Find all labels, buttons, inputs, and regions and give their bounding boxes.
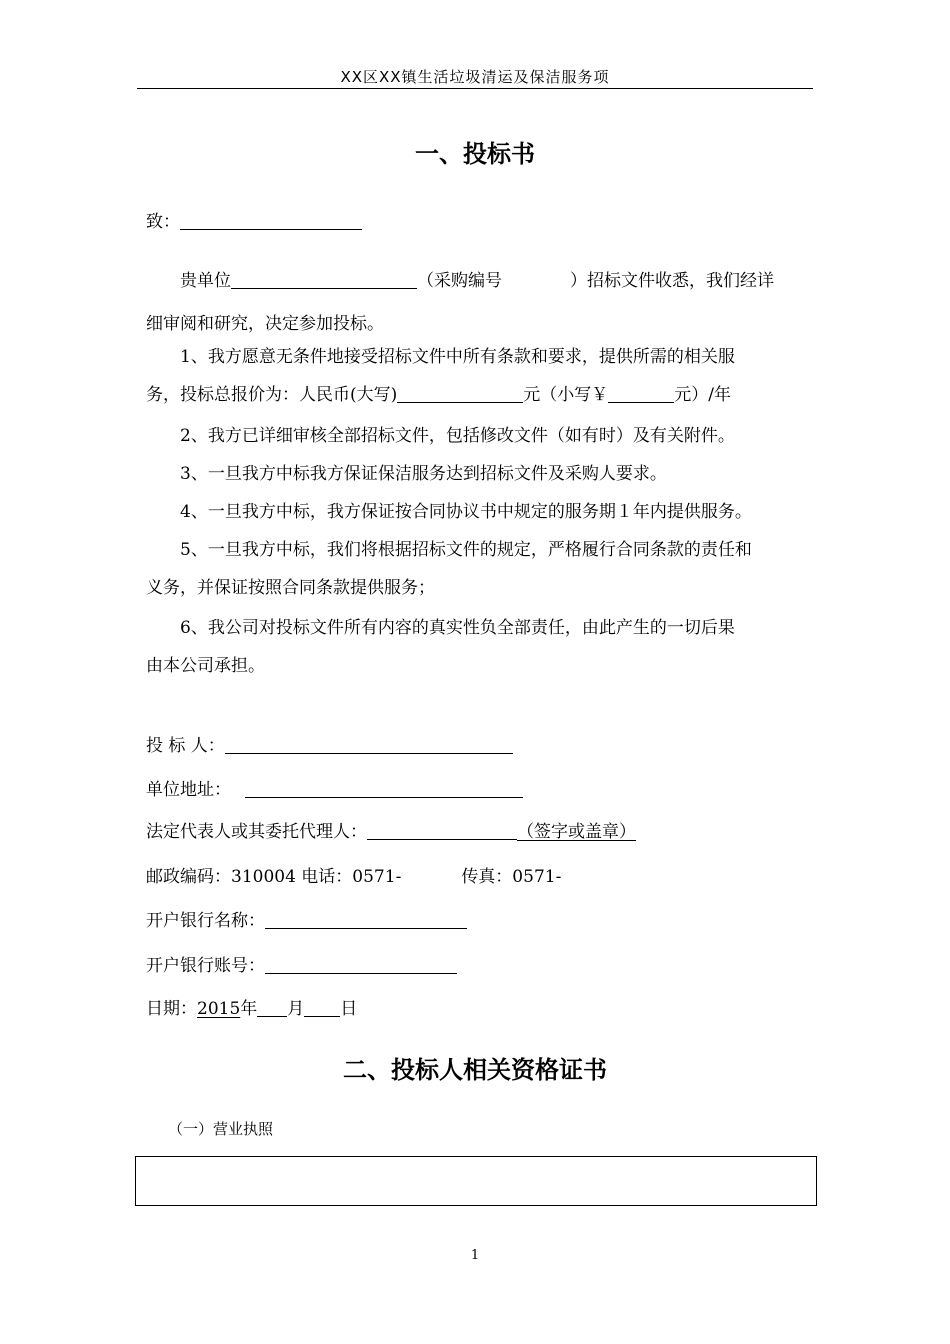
bank-account-line — [146, 954, 457, 978]
sign-note: （签字或盖章） — [517, 822, 636, 842]
section-title-qualifications: 二、投标人相关资格证书 — [343, 1056, 607, 1084]
bank-account-label: 开户银行账号： — [146, 956, 265, 976]
day-blank — [304, 998, 340, 1017]
intro-text-b: （采购编号 — [417, 271, 502, 291]
representative-line — [146, 820, 636, 844]
business-license-box — [135, 1156, 817, 1206]
page-number: 1 — [470, 1248, 480, 1263]
item-3: 3、一旦我方中标我方保证保洁服务达到招标文件及采购人要求。 — [180, 464, 667, 484]
bank-name-line — [146, 909, 467, 933]
contact-line — [146, 865, 561, 889]
price-words-blank — [397, 384, 523, 403]
page-header: XX区XX镇生活垃圾清运及保洁服务项 — [340, 68, 610, 86]
item-2: 2、我方已详细审核全部招标文件，包括修改文件（如有时）及有关附件。 — [180, 426, 735, 446]
bidder-label: 投 标 人： — [146, 736, 225, 756]
addressee-blank — [180, 211, 362, 230]
addressee-line — [146, 210, 362, 234]
bidder-line — [146, 734, 513, 758]
unit-blank — [231, 270, 417, 289]
item-5-line-1: 5、一旦我方中标，我们将根据招标文件的规定，严格履行合同条款的责任和 — [180, 540, 752, 560]
representative-blank — [367, 821, 517, 840]
price-figures-blank — [608, 384, 674, 403]
bank-name-blank — [265, 910, 467, 929]
bank-name-label: 开户银行名称： — [146, 911, 265, 931]
date-year: 2015 — [197, 999, 241, 1019]
address-blank — [245, 779, 523, 798]
intro-line-2: 细审阅和研究，决定参加投标。 — [146, 314, 384, 334]
bidder-blank — [225, 735, 513, 754]
item-6-line-1: 6、我公司对投标文件所有内容的真实性负全部责任，由此产生的一切后果 — [180, 618, 735, 638]
item-1-line-2: 务，投标总报价为：人民币(大写) 元（小写￥ 元）/年 — [146, 385, 731, 405]
intro-text-a: 贵单位 — [180, 271, 231, 291]
address-line — [146, 778, 523, 802]
business-license-heading: （一）营业执照 — [168, 1120, 274, 1138]
date-label: 日期： — [146, 999, 197, 1019]
postal-phone: 邮政编码：310004 电话：0571- — [146, 867, 402, 887]
intro-line-1 — [180, 269, 774, 293]
item-5-line-2: 义务，并保证按照合同条款提供服务； — [146, 578, 435, 598]
date-line: 日期：2015年 月 日 — [146, 999, 358, 1019]
header-rule — [137, 88, 813, 89]
section-title-bid-letter: 一、投标书 — [415, 140, 535, 168]
address-label: 单位地址： — [146, 780, 231, 800]
item-6-line-2: 由本公司承担。 — [146, 656, 265, 676]
addressee-label: 致： — [146, 212, 180, 232]
item-1-line-1: 1、我方愿意无条件地接受招标文件中所有条款和要求，提供所需的相关服 — [180, 347, 735, 367]
bank-account-blank — [265, 955, 457, 974]
intro-text-c: ）招标文件收悉，我们经详 — [570, 271, 774, 291]
item-4: 4、一旦我方中标，我方保证按合同协议书中规定的服务期１年内提供服务。 — [180, 502, 752, 522]
representative-label: 法定代表人或其委托代理人： — [146, 822, 367, 842]
fax: 传真：0571- — [461, 867, 562, 887]
month-blank — [257, 998, 287, 1017]
